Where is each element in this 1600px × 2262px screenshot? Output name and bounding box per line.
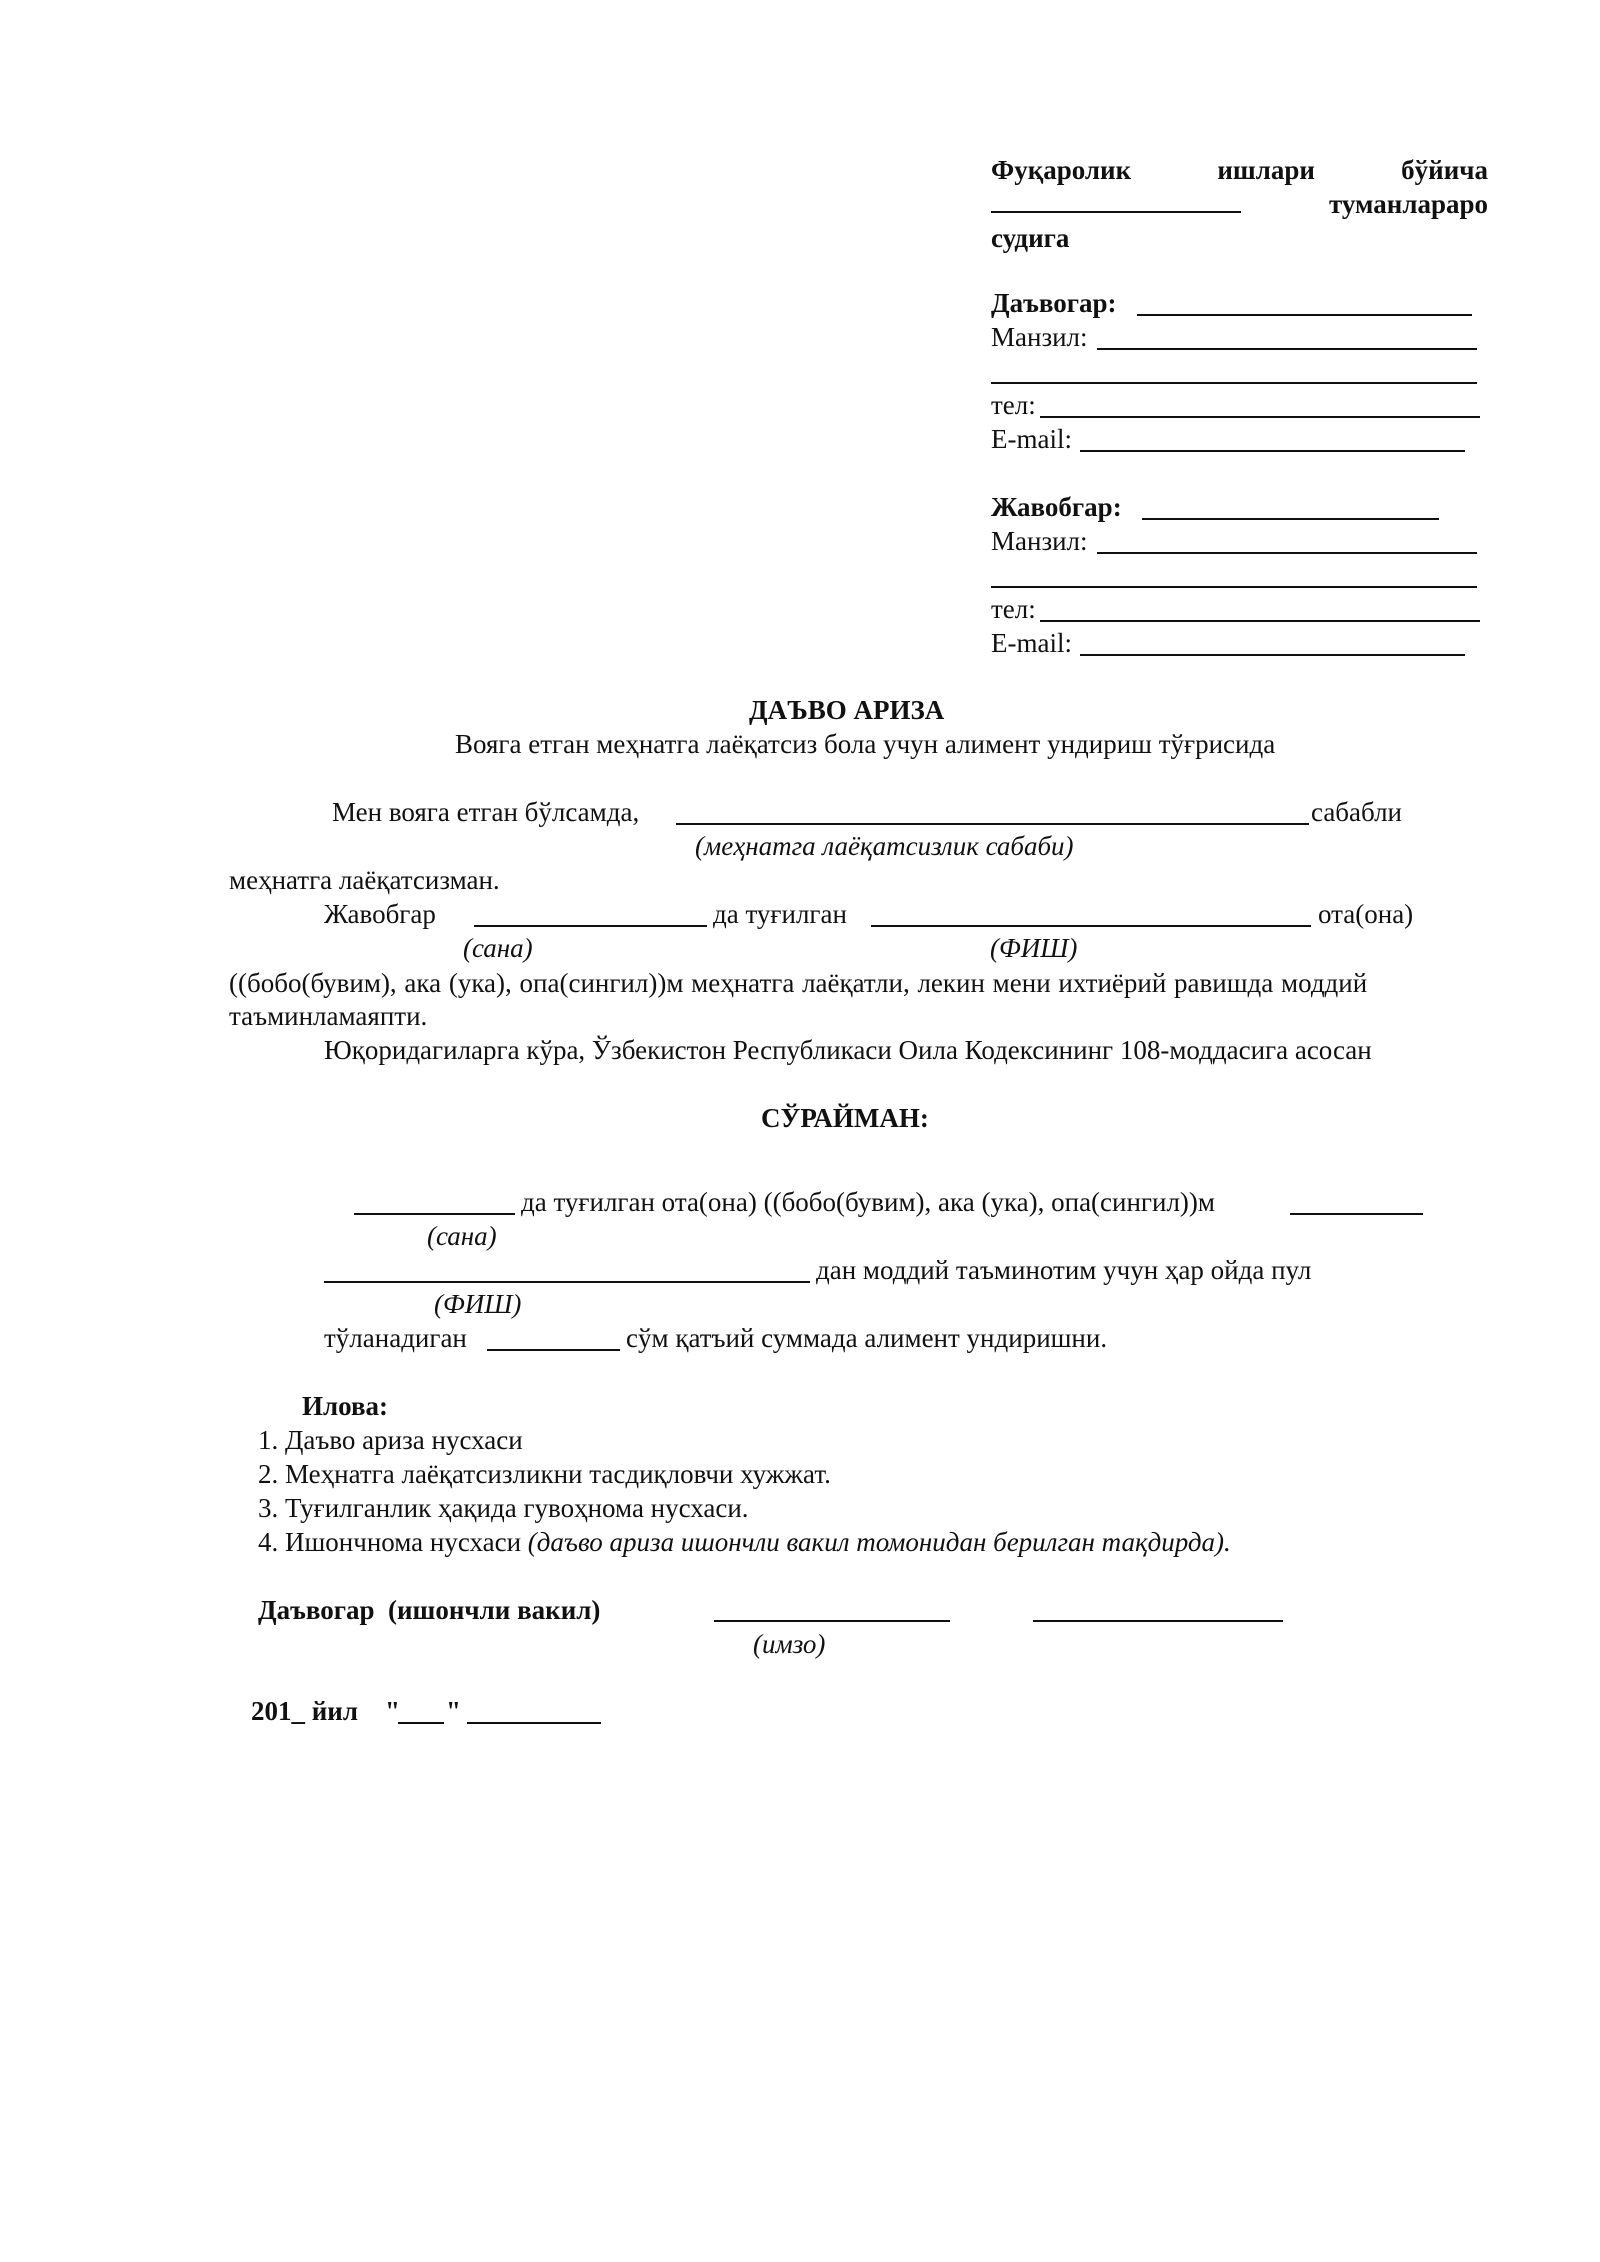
defendant-label: Жавобгар: xyxy=(991,492,1122,522)
defendant-address-blank-2[interactable] xyxy=(991,564,1477,588)
amount-blank[interactable] xyxy=(487,1327,620,1351)
signature-name-blank[interactable] xyxy=(1033,1598,1283,1622)
name-hint: (ФИШ) xyxy=(990,933,1078,963)
defendant-address-label: Манзил: xyxy=(991,526,1088,556)
plaintiff-address-blank[interactable] xyxy=(1097,326,1477,350)
court-line-3: судига xyxy=(991,223,1070,253)
document-title: ДАЪВО АРИЗА xyxy=(749,695,945,725)
plaintiff-address-blank-2[interactable] xyxy=(991,360,1477,384)
plaintiff-email-blank[interactable] xyxy=(1080,428,1465,452)
defendant-email-label: E-mail: xyxy=(991,628,1072,658)
plaintiff-email-label: E-mail: xyxy=(991,424,1072,454)
date-hint: (сана) xyxy=(463,933,533,963)
appendix-item-2: 2. Меҳнатга лаёқатсизликни тасдиқловчи хужжат. xyxy=(258,1459,831,1489)
defendant-name-blank[interactable] xyxy=(1142,496,1439,520)
defendant-birthdate-blank[interactable] xyxy=(474,903,707,927)
date-open-quote: " xyxy=(385,1696,400,1726)
plaintiff-label: Даъвогар: xyxy=(991,288,1117,318)
appendix-heading: Илова: xyxy=(302,1391,389,1421)
p1-continuation: меҳнатга лаёқатсизман. xyxy=(229,865,500,895)
reason-blank[interactable] xyxy=(676,801,1309,825)
date-close-quote: " xyxy=(446,1696,461,1726)
request-date-blank[interactable] xyxy=(354,1191,515,1215)
p1-end: сабабли xyxy=(1311,797,1403,827)
plaintiff-name-blank[interactable] xyxy=(1137,292,1472,316)
date-day-blank[interactable] xyxy=(398,1700,444,1724)
request-fullname-blank[interactable] xyxy=(324,1259,810,1283)
p2-continuation-1: ((бобо(бувим), ака (ука), опа(сингил))м меҳнатга лаёқатли, лекин мени ихтиёрий равишда моддий xyxy=(229,968,1368,998)
p2-continuation-2: таъминламаяпти. xyxy=(229,1001,428,1031)
date-month-blank[interactable] xyxy=(467,1700,601,1724)
court-district-blank[interactable] xyxy=(991,189,1241,213)
document-subtitle: Вояга етган меҳнатга лаёқатсиз бола учун алимент ундириш тўғрисида xyxy=(455,729,1276,759)
p1-start: Мен вояга етган бўлсамда, xyxy=(332,797,640,827)
signature-blank[interactable] xyxy=(714,1598,950,1622)
court-header xyxy=(991,155,1488,254)
request-line-1: да туғилган ота(она) ((бобо(бувим), ака (ука), опа(сингил))м xyxy=(521,1187,1215,1217)
court-word-2: ишлари xyxy=(1217,155,1315,185)
request-name-hint: (ФИШ) xyxy=(434,1289,522,1319)
request-line-3-start: тўланадиган xyxy=(324,1323,467,1353)
reason-hint: (меҳнатга лаёқатсизлик сабаби) xyxy=(695,831,1074,861)
court-word-3: бўйича xyxy=(1401,155,1488,185)
plaintiff-address-label: Манзил: xyxy=(991,322,1088,352)
appendix-item-4-note: (даъво ариза ишончли вакил томонидан берилган тақдирда). xyxy=(527,1527,1231,1557)
request-date-hint: (сана) xyxy=(427,1221,497,1251)
request-line-3-end: сўм қатъий суммада алимент ундиришни. xyxy=(626,1323,1108,1353)
plaintiff-tel-blank[interactable] xyxy=(1040,394,1480,418)
court-line-1 xyxy=(991,155,1488,189)
defendant-tel-blank[interactable] xyxy=(1040,598,1480,622)
plaintiff-tel-label: тел: xyxy=(991,390,1036,420)
p2-end: ота(она) xyxy=(1318,899,1414,929)
defendant-email-blank[interactable] xyxy=(1080,632,1465,656)
court-line-2-end: туманлараро xyxy=(1329,189,1488,219)
p3-text: Юқоридагиларга кўра, Ўзбекистон Республикаси Оила Кодексининг 108-моддасига асосан xyxy=(324,1035,1372,1065)
date-year: 201_ йил xyxy=(251,1696,359,1726)
appendix-item-3: 3. Туғилганлик ҳақида гувоҳнома нусхаси. xyxy=(258,1493,749,1523)
signature-label: Даъвогар (ишончли вакил) xyxy=(258,1595,601,1625)
appendix-item-4-text: 4. Ишончнома нусхаси xyxy=(258,1527,522,1557)
defendant-tel-label: тел: xyxy=(991,594,1036,624)
defendant-address-blank[interactable] xyxy=(1097,530,1477,554)
appendix-item-4 xyxy=(258,1529,1231,1556)
p2-start: Жавобгар xyxy=(324,899,436,929)
defendant-fullname-blank[interactable] xyxy=(871,903,1311,927)
p2-mid: да туғилган xyxy=(713,899,847,929)
request-heading: СЎРАЙМАН: xyxy=(761,1103,929,1133)
signature-hint: (имзо) xyxy=(753,1629,826,1659)
court-word-1: Фуқаролик xyxy=(991,155,1132,185)
court-line-2 xyxy=(991,189,1488,223)
request-line-2: дан моддий таъминотим учун ҳар ойда пул xyxy=(816,1255,1312,1285)
appendix-item-1: 1. Даъво ариза нусхаси xyxy=(258,1425,523,1455)
request-relation-blank[interactable] xyxy=(1290,1191,1423,1215)
